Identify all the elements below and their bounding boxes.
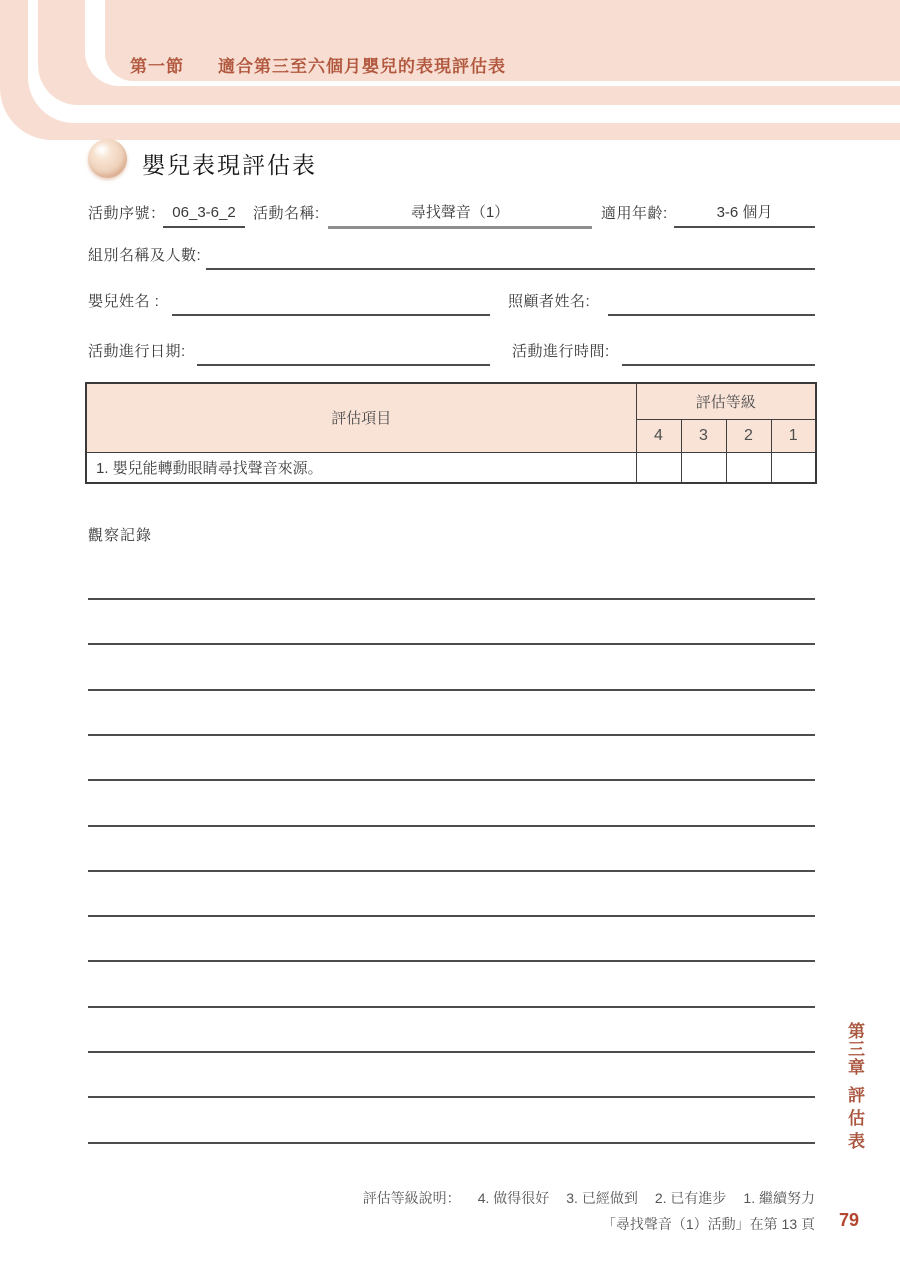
activity-reference: 「尋找聲音（1）活動」在第 13 頁 [601, 1216, 815, 1232]
observation-line [88, 1051, 815, 1053]
grade-level-2: 2 [726, 419, 771, 452]
activity-no-field: 06_3-6_2 [163, 202, 245, 228]
activity-date-field [197, 340, 490, 366]
grade-cell-1 [771, 452, 816, 483]
infant-name-label: 嬰兒姓名 : [88, 293, 160, 310]
observation-label: 觀察記錄 [88, 527, 153, 544]
grade-cell-3 [681, 452, 726, 483]
grade-level-1: 1 [771, 419, 816, 452]
chapter-tab-sub: 評估表 [845, 1086, 864, 1155]
table-row [86, 452, 816, 483]
grade-cell-4 [636, 452, 681, 483]
group-field [206, 244, 815, 270]
activity-name-field: 尋找聲音（1） [328, 202, 592, 229]
observation-line [88, 960, 815, 962]
assessment-item: 1. 嬰兒能轉動眼睛尋找聲音來源。 [86, 452, 636, 483]
grade-legend [363, 1188, 815, 1208]
caregiver-name-label: 照顧者姓名: [508, 293, 591, 310]
activity-no-label: 活動序號： [88, 205, 166, 222]
observation-line [88, 779, 815, 781]
page-title: 嬰兒表現評估表 [142, 152, 317, 178]
infant-name-field [172, 290, 490, 316]
group-label: 組別名稱及人數: [88, 247, 202, 264]
grade-legend-item-1: 1. 繼續努力 [743, 1190, 815, 1206]
observation-line [88, 825, 815, 827]
observation-line [88, 734, 815, 736]
observation-line [88, 598, 815, 600]
observation-lines [88, 598, 815, 1148]
observation-line [88, 689, 815, 691]
observation-line [88, 870, 815, 872]
grade-legend-item-3: 3. 已經做到 [566, 1190, 638, 1206]
activity-time-field [622, 340, 815, 366]
grade-level-4: 4 [636, 419, 681, 452]
section-header [130, 52, 506, 77]
observation-line [88, 1006, 815, 1008]
grade-legend-item-2: 2. 已有進步 [654, 1190, 727, 1206]
observation-line [88, 643, 815, 645]
grade-header-cell: 評估等級 [636, 383, 816, 419]
observation-line [88, 1142, 815, 1144]
caregiver-name-field [608, 290, 815, 316]
observation-line [88, 915, 815, 917]
activity-date-label: 活動進行日期: [88, 343, 186, 360]
activity-name-label: 活動名稱: [253, 205, 320, 222]
section-label: 第一節 [130, 57, 184, 76]
age-label: 適用年齡: [601, 205, 668, 222]
page-number: 79 [839, 1210, 860, 1230]
age-field: 3-6 個月 [674, 202, 815, 228]
assessment-table [85, 382, 817, 484]
pearl-ball-icon [88, 139, 127, 178]
chapter-tab: 第三章 [845, 1022, 864, 1076]
activity-time-label: 活動進行時間: [512, 343, 610, 360]
grade-level-3: 3 [681, 419, 726, 452]
grade-cell-2 [726, 452, 771, 483]
item-header-cell: 評估項目 [86, 383, 636, 452]
grade-legend-item-4: 4. 做得很好 [477, 1190, 550, 1206]
section-title: 適合第三至六個月嬰兒的表現評估表 [218, 57, 506, 76]
observation-line [88, 1096, 815, 1098]
grade-legend-label: 評估等級說明： [362, 1190, 461, 1206]
